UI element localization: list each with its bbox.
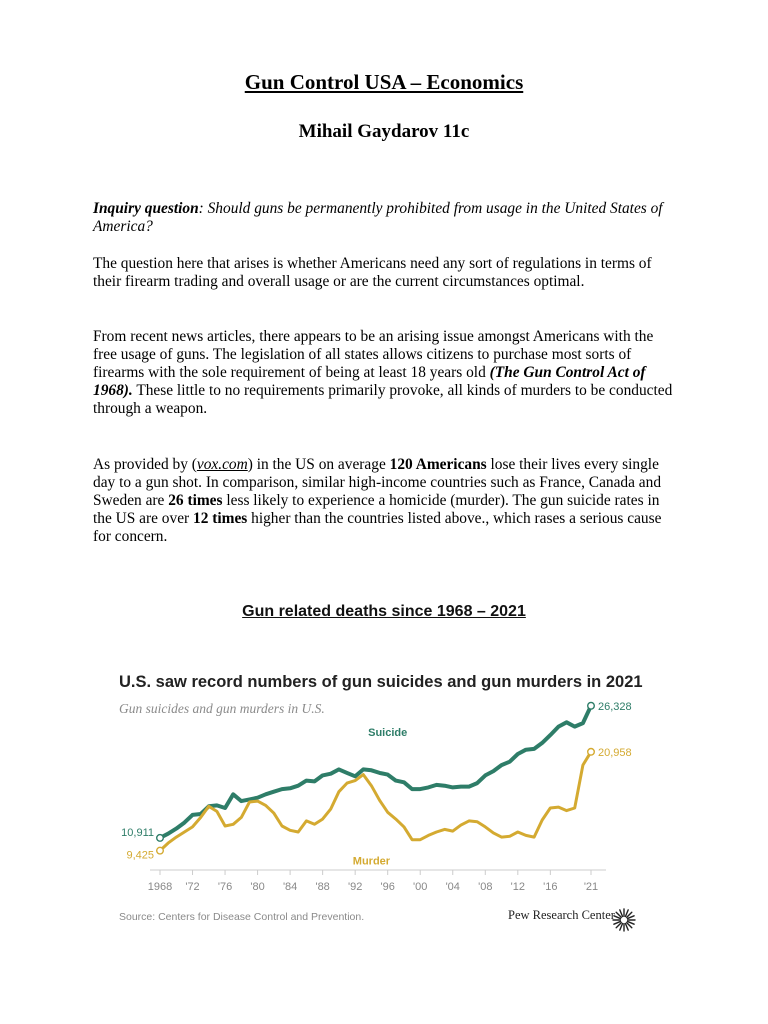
x-tick-label: '12 [510, 881, 525, 893]
x-tick-label: '72 [185, 881, 200, 893]
paragraph-regulation: The question here that arises is whether Americans need any sort of regulations in terms of their firearm trading and overall usage or are the current circumstances optimal. [93, 255, 652, 290]
stats-text-4: less likely to experience a homicide (murder). The gun suicide rates in the US are over [93, 492, 660, 527]
inquiry-text: : Should guns be permanently prohibited from usage in the United States of America? [93, 200, 663, 235]
x-tick-label: '76 [217, 881, 233, 893]
murder-start-label: 9,425 [126, 849, 154, 862]
vox-link[interactable]: vox.com [196, 456, 248, 473]
pew-brand-name: Pew Research Center [508, 908, 615, 922]
x-tick-label: '92 [347, 881, 363, 893]
x-tick-label: 1968 [147, 881, 173, 893]
chart-section-heading: Gun related deaths since 1968 – 2021 [242, 603, 526, 620]
document-title: Gun Control USA – Economics [244, 70, 524, 94]
stats-text-1: As provided by ( [93, 456, 197, 473]
suicide-start-label: 10,911 [121, 826, 154, 839]
suicide-series-line [160, 706, 591, 838]
suicide-series-name: Suicide [368, 727, 408, 739]
murder-start-point [157, 847, 164, 854]
chart-title: U.S. saw record numbers of gun suicides and gun murders in 2021 [119, 673, 643, 691]
chart-subtitle: Gun suicides and gun murders in U.S. [119, 701, 325, 716]
stats-text-5: higher than the countries listed above., which rases a serious cause for concern. [93, 510, 662, 545]
chart-source: Source: Centers for Disease Control and Prevention. [119, 911, 365, 923]
suicide-end-point [588, 702, 595, 709]
stats-text-3: lose their lives every single day to a gun shot. In comparison, similar high-income countries such as France, Canada and Sweden are [93, 456, 662, 509]
stats-text-2: ) in the US on average [247, 456, 390, 473]
x-tick-label: '16 [543, 881, 558, 893]
stat-12-times: 12 times [193, 510, 248, 527]
x-tick-label: '84 [282, 881, 298, 893]
x-tick-label: '96 [380, 881, 395, 893]
x-tick-label: '08 [478, 881, 493, 893]
suicide-end-label: 26,328 [598, 700, 632, 713]
x-tick-label: '88 [315, 881, 330, 893]
legislation-text: From recent news articles, there appears to be an arising issue amongst Americans with the free usage of guns. The legislation of all states allows citizens to purchase most sorts of firearms with the sole requirement of being at least 18 years old [93, 328, 654, 381]
x-tick-label: '21 [583, 881, 599, 893]
x-tick-label: '04 [445, 881, 460, 893]
murder-series-name: Murder [352, 855, 391, 868]
murder-end-label: 20,958 [598, 746, 632, 759]
x-tick-label: '00 [413, 881, 428, 893]
author-line: Mihail Gaydarov 11c [298, 121, 470, 142]
murder-series-line [160, 752, 591, 851]
stat-120-americans: 120 Americans [389, 456, 487, 473]
legislation-text-end: These little to no requirements primarily provoke, all kinds of murders to be conducted through a weapon. [93, 382, 673, 417]
murder-end-point [588, 748, 595, 755]
stat-26-times: 26 times [168, 492, 223, 509]
inquiry-label: Inquiry question [93, 200, 199, 217]
x-tick-label: '80 [250, 881, 265, 893]
pew-sunburst-icon [612, 908, 636, 932]
gun-control-act-emphasis: (The Gun Control Act of 1968). [93, 364, 646, 399]
suicide-start-point [157, 835, 164, 842]
